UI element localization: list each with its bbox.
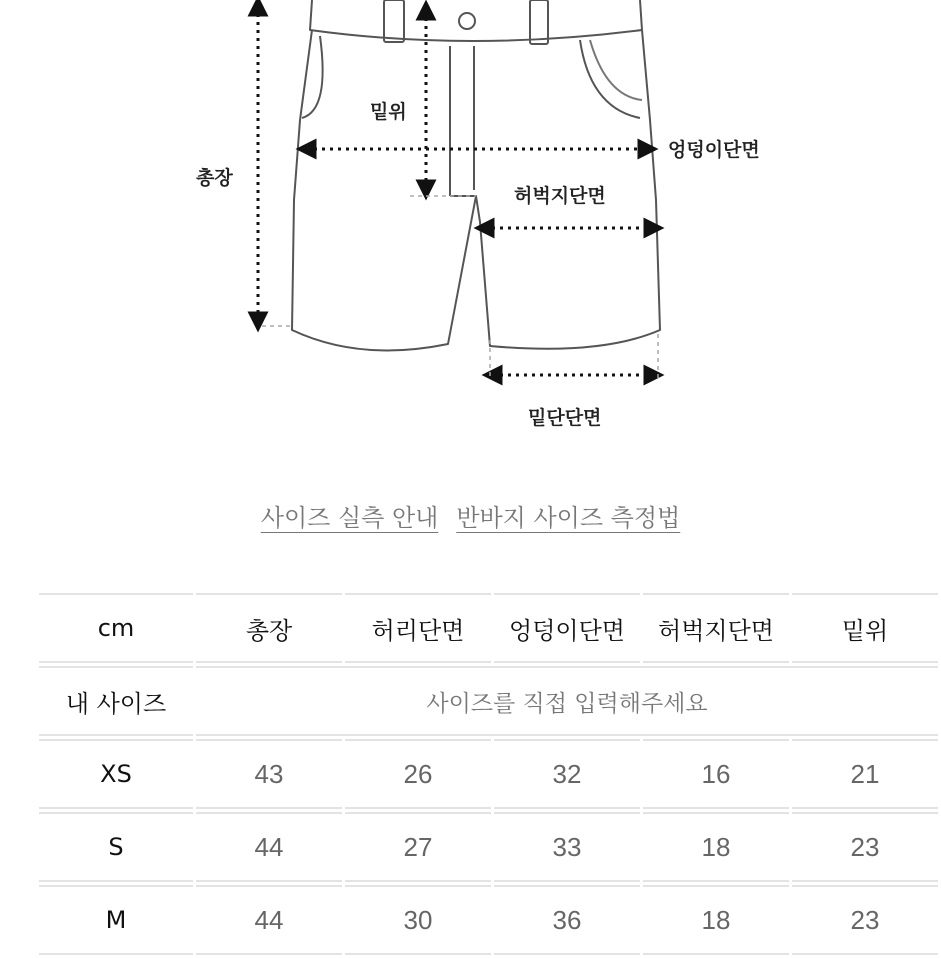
header-rise: 밑위 bbox=[792, 593, 938, 663]
table-row bbox=[39, 739, 938, 809]
size-guide-link[interactable]: 사이즈 실측 안내 bbox=[260, 504, 439, 532]
table-cell: 23 bbox=[792, 885, 938, 955]
table-cell: 32 bbox=[494, 739, 640, 809]
table-row bbox=[39, 812, 938, 882]
table-cell: 18 bbox=[643, 885, 789, 955]
shorts-measurement-diagram bbox=[0, 0, 941, 470]
header-waist: 허리단면 bbox=[345, 593, 491, 663]
label-thigh: 허벅지단면 bbox=[514, 185, 606, 207]
size-label-xs: XS bbox=[39, 739, 193, 809]
table-cell: 27 bbox=[345, 812, 491, 882]
measure-method-link[interactable]: 반바지 사이즈 측정법 bbox=[456, 504, 681, 532]
label-hem: 밑단단면 bbox=[528, 407, 602, 429]
table-row bbox=[39, 885, 938, 955]
label-hip: 엉덩이단면 bbox=[668, 139, 760, 161]
table-cell: 16 bbox=[643, 739, 789, 809]
table-cell: 44 bbox=[196, 812, 342, 882]
my-size-input[interactable]: 사이즈를 직접 입력해주세요 bbox=[196, 666, 938, 736]
header-hip: 엉덩이단면 bbox=[494, 593, 640, 663]
label-rise: 밑위 bbox=[370, 101, 407, 123]
label-total-length: 총장 bbox=[196, 167, 233, 189]
table-cell: 44 bbox=[196, 885, 342, 955]
size-label-s: S bbox=[39, 812, 193, 882]
table-cell: 30 bbox=[345, 885, 491, 955]
table-cell: 26 bbox=[345, 739, 491, 809]
size-guide-links bbox=[0, 498, 941, 533]
table-cell: 23 bbox=[792, 812, 938, 882]
size-table-header-row bbox=[39, 593, 938, 663]
my-size-row bbox=[39, 666, 938, 736]
table-cell: 43 bbox=[196, 739, 342, 809]
table-cell: 36 bbox=[494, 885, 640, 955]
table-cell: 21 bbox=[792, 739, 938, 809]
header-thigh: 허벅지단면 bbox=[643, 593, 789, 663]
extension-guides bbox=[262, 196, 658, 380]
table-cell: 18 bbox=[643, 812, 789, 882]
header-unit: cm bbox=[39, 593, 193, 663]
shorts-illustration bbox=[292, 0, 660, 350]
table-cell: 33 bbox=[494, 812, 640, 882]
size-label-m: M bbox=[39, 885, 193, 955]
size-table bbox=[36, 590, 941, 958]
header-total-length: 총장 bbox=[196, 593, 342, 663]
my-size-label: 내 사이즈 bbox=[39, 666, 193, 736]
